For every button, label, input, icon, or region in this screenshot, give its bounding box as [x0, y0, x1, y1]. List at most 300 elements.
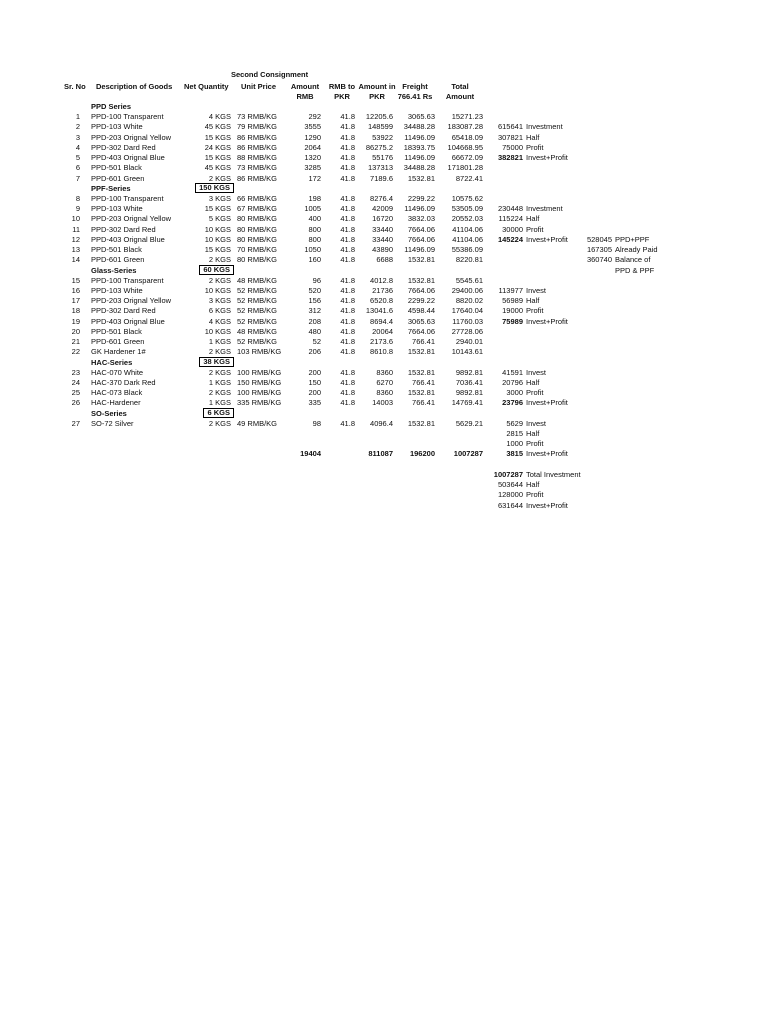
- rmb-to-pkr-rate: 41.8: [340, 286, 355, 295]
- unit-price: 100 RMB/KG: [237, 368, 282, 377]
- note-label: Total Investment: [526, 470, 581, 479]
- section-label: HAC-Series: [91, 358, 133, 367]
- rmb-to-pkr-rate: 41.8: [340, 255, 355, 264]
- goods-description: PPD-601 Green: [91, 255, 145, 264]
- goods-description: PPD-103 White: [91, 122, 143, 131]
- amount-rmb: 1005: [304, 204, 321, 213]
- section-label: PPF-Series: [91, 184, 131, 193]
- rmb-to-pkr-rate: 41.8: [340, 235, 355, 244]
- freight: 1532.81: [407, 388, 435, 397]
- rmb-to-pkr-rate: 41.8: [340, 163, 355, 172]
- serial-number: 1: [75, 112, 80, 121]
- serial-number: 20: [71, 327, 80, 336]
- net-quantity: 2 KGS: [208, 368, 231, 377]
- freight: 1532.81: [407, 276, 435, 285]
- freight: 1532.81: [407, 368, 435, 377]
- serial-number: 25: [71, 388, 80, 397]
- amount-rmb: 480: [308, 327, 321, 336]
- rmb-to-pkr-rate: 41.8: [340, 133, 355, 142]
- amount-rmb: 160: [308, 255, 321, 264]
- freight: 766.41: [412, 378, 435, 387]
- summary-value: 167305: [586, 245, 612, 254]
- rmb-to-pkr-rate: 41.8: [340, 194, 355, 203]
- summary-label: PPD+PPF: [615, 235, 650, 244]
- total-amount: 41104.06: [452, 235, 483, 244]
- note-label: Invest+Profit: [526, 235, 568, 244]
- total-amount: 9892.81: [455, 388, 483, 397]
- total-amount: 15271.23: [451, 112, 483, 121]
- rmb-to-pkr-rate: 41.8: [340, 143, 355, 152]
- total-amount: 104668.95: [447, 143, 483, 152]
- header-amount-pkr-2: PKR: [369, 92, 385, 101]
- serial-number: 17: [71, 296, 80, 305]
- goods-description: HAC-370 Dark Red: [91, 378, 156, 387]
- total-amount: 8220.81: [455, 255, 483, 264]
- amount-pkr: 137313: [367, 163, 393, 172]
- unit-price: 88 RMB/KG: [237, 153, 278, 162]
- note-label: Invest: [526, 368, 547, 377]
- note-value: 30000: [502, 225, 523, 234]
- section-label: Glass-Series: [91, 266, 137, 275]
- total-amount: 171801.28: [447, 163, 483, 172]
- serial-number: 7: [75, 174, 80, 183]
- freight: 766.41: [412, 337, 435, 346]
- amount-rmb: 400: [308, 214, 321, 223]
- note-label: Invest+Profit: [526, 398, 568, 407]
- serial-number: 4: [75, 143, 80, 152]
- note-value: 75989: [502, 317, 523, 326]
- net-quantity: 15 KGS: [204, 204, 231, 213]
- note-label: Profit: [526, 439, 544, 448]
- freight: 7664.06: [407, 235, 435, 244]
- serial-number: 23: [71, 368, 80, 377]
- rmb-to-pkr-rate: 41.8: [340, 245, 355, 254]
- goods-description: PPD-501 Black: [91, 163, 142, 172]
- unit-price: 48 RMB/KG: [237, 276, 278, 285]
- note-label: Half: [526, 214, 540, 223]
- total-amount: 55386.09: [451, 245, 483, 254]
- header-amount-pkr-1: Amount in: [358, 82, 396, 91]
- net-quantity: 15 KGS: [204, 153, 231, 162]
- rmb-to-pkr-rate: 41.8: [340, 204, 355, 213]
- freight: 3065.63: [407, 112, 435, 121]
- goods-description: PPD-203 Orignal Yellow: [91, 133, 172, 142]
- amount-pkr: 86275.2: [365, 143, 393, 152]
- summary-label: PPD & PPF: [615, 266, 655, 275]
- amount-rmb: 200: [308, 388, 321, 397]
- unit-price: 73 RMB/KG: [237, 112, 278, 121]
- amount-rmb: 312: [308, 306, 321, 315]
- rmb-to-pkr-rate: 41.8: [340, 225, 355, 234]
- unit-price: 52 RMB/KG: [237, 306, 278, 315]
- unit-price: 80 RMB/KG: [237, 255, 278, 264]
- amount-pkr: 13041.6: [365, 306, 393, 315]
- serial-number: 12: [71, 235, 80, 244]
- rmb-to-pkr-rate: 41.8: [340, 296, 355, 305]
- total-amount: 5545.61: [455, 276, 483, 285]
- amount-rmb: 2064: [304, 143, 321, 152]
- unit-price: 52 RMB/KG: [237, 317, 278, 326]
- net-quantity: 10 KGS: [204, 225, 231, 234]
- unit-price: 70 RMB/KG: [237, 245, 278, 254]
- total-amount: 53505.09: [451, 204, 483, 213]
- freight: 34488.28: [403, 163, 435, 172]
- total-amount-pkr: 811087: [368, 449, 393, 458]
- goods-description: PPD-403 Orignal Blue: [91, 153, 165, 162]
- total-amount: 14769.41: [451, 398, 483, 407]
- rmb-to-pkr-rate: 41.8: [340, 276, 355, 285]
- net-quantity: 2 KGS: [208, 419, 231, 428]
- serial-number: 8: [75, 194, 80, 203]
- total-amount: 2940.01: [455, 337, 483, 346]
- note-value: 75000: [502, 143, 523, 152]
- serial-number: 6: [75, 163, 80, 172]
- total-amount: 41104.06: [452, 225, 483, 234]
- goods-description: PPD-100 Transparent: [91, 194, 164, 203]
- serial-number: 13: [71, 245, 80, 254]
- amount-rmb: 206: [308, 347, 321, 356]
- note-value: 615641: [497, 122, 523, 131]
- rmb-to-pkr-rate: 41.8: [340, 112, 355, 121]
- freight: 3832.03: [407, 214, 435, 223]
- note-label: Invest: [526, 286, 547, 295]
- total-freight: 196200: [409, 449, 435, 458]
- grand-total: 1007287: [453, 449, 483, 458]
- note-value: 145224: [497, 235, 523, 244]
- note-label: Half: [526, 429, 540, 438]
- amount-pkr: 42009: [372, 204, 393, 213]
- unit-price: 73 RMB/KG: [237, 163, 278, 172]
- unit-price: 79 RMB/KG: [237, 122, 278, 131]
- freight: 11496.09: [404, 245, 435, 254]
- note-value: 503644: [497, 480, 523, 489]
- note-label: Profit: [526, 306, 544, 315]
- unit-price: 86 RMB/KG: [237, 174, 278, 183]
- rmb-to-pkr-rate: 41.8: [340, 419, 355, 428]
- amount-rmb: 150: [308, 378, 321, 387]
- unit-price: 80 RMB/KG: [237, 235, 278, 244]
- note-label: Profit: [526, 143, 544, 152]
- serial-number: 3: [75, 133, 80, 142]
- unit-price: 49 RMB/KG: [237, 419, 278, 428]
- note-value: 3000: [506, 388, 523, 397]
- note-label: Invest+Profit: [526, 153, 568, 162]
- net-quantity: 4 KGS: [208, 317, 231, 326]
- section-label: PPD Series: [91, 102, 132, 111]
- note-value: 56989: [502, 296, 523, 305]
- amount-rmb: 98: [312, 419, 321, 428]
- serial-number: 26: [71, 398, 80, 407]
- unit-price: 67 RMB/KG: [237, 204, 278, 213]
- header-total-2: Amount: [445, 92, 475, 101]
- net-quantity: 5 KGS: [208, 214, 231, 223]
- net-quantity: 2 KGS: [208, 174, 231, 183]
- net-quantity: 2 KGS: [208, 255, 231, 264]
- total-amount: 10143.61: [451, 347, 483, 356]
- amount-rmb: 208: [308, 317, 321, 326]
- rmb-to-pkr-rate: 41.8: [340, 337, 355, 346]
- amount-pkr: 6520.8: [370, 296, 393, 305]
- amount-rmb: 292: [308, 112, 321, 121]
- rmb-to-pkr-rate: 41.8: [340, 306, 355, 315]
- net-quantity: 1 KGS: [208, 378, 231, 387]
- total-amount: 8722.41: [455, 174, 483, 183]
- amount-pkr: 12205.6: [365, 112, 393, 121]
- header-freight-2: 766.41 Rs: [397, 92, 433, 101]
- freight: 2299.22: [407, 194, 435, 203]
- note-value: 5629: [506, 419, 523, 428]
- note-value: 128000: [497, 490, 523, 499]
- freight: 1532.81: [407, 174, 435, 183]
- unit-price: 80 RMB/KG: [237, 225, 278, 234]
- note-value: 382821: [497, 153, 523, 162]
- amount-rmb: 200: [308, 368, 321, 377]
- header-rate-2: PKR: [334, 92, 350, 101]
- net-quantity: 1 KGS: [208, 398, 231, 407]
- net-quantity: 15 KGS: [204, 245, 231, 254]
- amount-pkr: 53922: [372, 133, 393, 142]
- amount-rmb: 1050: [304, 245, 321, 254]
- rmb-to-pkr-rate: 41.8: [340, 317, 355, 326]
- freight: 11496.09: [404, 133, 435, 142]
- freight: 7664.06: [407, 225, 435, 234]
- goods-description: HAC-Hardener: [91, 398, 141, 407]
- rmb-to-pkr-rate: 41.8: [340, 174, 355, 183]
- unit-price: 150 RMB/KG: [237, 378, 282, 387]
- unit-price: 52 RMB/KG: [237, 337, 278, 346]
- rmb-to-pkr-rate: 41.8: [340, 388, 355, 397]
- section-label: SO-Series: [91, 409, 127, 418]
- amount-pkr: 6688: [376, 255, 393, 264]
- net-quantity: 2 KGS: [208, 388, 231, 397]
- note-value: 2815: [506, 429, 523, 438]
- section-quantity-box: 38 KGS: [199, 357, 234, 367]
- header-rate-1: RMB to: [328, 82, 356, 91]
- note-value: 23796: [502, 398, 523, 407]
- total-amount: 9892.81: [455, 368, 483, 377]
- serial-number: 21: [71, 337, 80, 346]
- amount-pkr: 21736: [372, 286, 393, 295]
- net-quantity: 24 KGS: [204, 143, 231, 152]
- net-quantity: 4 KGS: [208, 112, 231, 121]
- goods-description: PPD-601 Green: [91, 337, 145, 346]
- amount-rmb: 172: [308, 174, 321, 183]
- net-quantity: 45 KGS: [204, 122, 231, 131]
- rmb-to-pkr-rate: 41.8: [340, 347, 355, 356]
- amount-pkr: 8360: [376, 368, 393, 377]
- note-value: 230448: [497, 204, 523, 213]
- unit-price: 52 RMB/KG: [237, 286, 278, 295]
- note-label: Half: [526, 133, 540, 142]
- goods-description: PPD-403 Orignal Blue: [91, 235, 165, 244]
- net-quantity: 6 KGS: [208, 306, 231, 315]
- goods-description: PPD-103 White: [91, 204, 143, 213]
- freight: 1532.81: [407, 419, 435, 428]
- serial-number: 14: [71, 255, 80, 264]
- unit-price: 80 RMB/KG: [237, 214, 278, 223]
- goods-description: HAC-073 Black: [91, 388, 143, 397]
- amount-pkr: 7189.6: [370, 174, 393, 183]
- note-value: 115224: [498, 214, 523, 223]
- header-amount-rmb-2: RMB: [296, 92, 314, 101]
- note-label: Profit: [526, 388, 544, 397]
- total-amount-rmb: 19404: [300, 449, 321, 458]
- total-amount: 29400.06: [451, 286, 483, 295]
- note-label: Profit: [526, 490, 544, 499]
- freight: 1532.81: [407, 255, 435, 264]
- serial-number: 16: [71, 286, 80, 295]
- rmb-to-pkr-rate: 41.8: [340, 398, 355, 407]
- total-amount: 5629.21: [455, 419, 483, 428]
- total-amount: 11760.03: [452, 317, 483, 326]
- header-amount-rmb-1: Amount: [290, 82, 320, 91]
- note-value: 41591: [502, 368, 523, 377]
- note-value: 113977: [498, 286, 523, 295]
- goods-description: SO-72 Silver: [91, 419, 134, 428]
- summary-value: 528045: [586, 235, 612, 244]
- note-label: Half: [526, 296, 540, 305]
- note-value: 307821: [497, 133, 523, 142]
- section-quantity-box: 150 KGS: [195, 183, 234, 193]
- amount-pkr: 55176: [372, 153, 393, 162]
- note-label: Investment: [526, 122, 563, 131]
- note-value: 3815: [506, 449, 523, 458]
- freight: 1532.81: [407, 347, 435, 356]
- total-amount: 10575.62: [451, 194, 483, 203]
- net-quantity: 45 KGS: [204, 163, 231, 172]
- header-total-1: Total: [451, 82, 469, 91]
- goods-description: PPD-501 Black: [91, 327, 142, 336]
- serial-number: 24: [71, 378, 80, 387]
- amount-pkr: 8694.4: [370, 317, 393, 326]
- summary-label: Balance of: [615, 255, 651, 264]
- unit-price: 66 RMB/KG: [237, 194, 278, 203]
- total-amount: 7036.41: [455, 378, 483, 387]
- freight: 766.41: [412, 398, 435, 407]
- freight: 18393.75: [403, 143, 435, 152]
- amount-rmb: 800: [308, 235, 321, 244]
- total-amount: 183087.28: [447, 122, 483, 131]
- serial-number: 27: [71, 419, 80, 428]
- amount-pkr: 20064: [372, 327, 393, 336]
- total-amount: 17640.04: [451, 306, 483, 315]
- amount-rmb: 3285: [304, 163, 321, 172]
- note-label: Profit: [526, 225, 544, 234]
- net-quantity: 2 KGS: [208, 276, 231, 285]
- amount-rmb: 800: [308, 225, 321, 234]
- note-value: 20796: [502, 378, 523, 387]
- freight: 11496.09: [404, 153, 435, 162]
- rmb-to-pkr-rate: 41.8: [340, 368, 355, 377]
- amount-rmb: 156: [308, 296, 321, 305]
- unit-price: 48 RMB/KG: [237, 327, 278, 336]
- total-amount: 65418.09: [451, 133, 483, 142]
- header-description: Description of Goods: [96, 82, 173, 91]
- goods-description: PPD-100 Transparent: [91, 276, 164, 285]
- unit-price: 335 RMB/KG: [237, 398, 282, 407]
- amount-rmb: 520: [308, 286, 321, 295]
- serial-number: 9: [75, 204, 80, 213]
- header-net-quantity: Net Quantity: [184, 82, 229, 91]
- freight: 3065.63: [407, 317, 435, 326]
- rmb-to-pkr-rate: 41.8: [340, 214, 355, 223]
- net-quantity: 2 KGS: [208, 347, 231, 356]
- note-label: Invest+Profit: [526, 449, 568, 458]
- total-amount: 20552.03: [451, 214, 483, 223]
- freight: 7664.06: [407, 327, 435, 336]
- total-amount: 66672.09: [451, 153, 483, 162]
- header-unit-price: Unit Price: [241, 82, 277, 91]
- freight: 2299.22: [407, 296, 435, 305]
- net-quantity: 10 KGS: [204, 235, 231, 244]
- goods-description: PPD-601 Green: [91, 174, 145, 183]
- goods-description: PPD-103 White: [91, 286, 143, 295]
- goods-description: PPD-302 Dard Red: [91, 306, 156, 315]
- amount-rmb: 3555: [304, 122, 321, 131]
- goods-description: PPD-302 Dard Red: [91, 143, 156, 152]
- amount-pkr: 8610.8: [370, 347, 393, 356]
- summary-value: 360740: [586, 255, 612, 264]
- freight: 4598.44: [407, 306, 435, 315]
- net-quantity: 1 KGS: [208, 337, 231, 346]
- note-label: Invest+Profit: [526, 317, 568, 326]
- goods-description: HAC-070 White: [91, 368, 144, 377]
- amount-pkr: 14003: [372, 398, 393, 407]
- serial-number: 19: [71, 317, 80, 326]
- net-quantity: 10 KGS: [204, 327, 231, 336]
- goods-description: PPD-302 Dard Red: [91, 225, 156, 234]
- serial-number: 15: [71, 276, 80, 285]
- net-quantity: 15 KGS: [204, 133, 231, 142]
- note-value: 1007287: [493, 470, 523, 479]
- amount-rmb: 1290: [304, 133, 321, 142]
- sheet-title: Second Consignment: [231, 70, 309, 79]
- note-label: Half: [526, 480, 540, 489]
- amount-rmb: 96: [312, 276, 321, 285]
- amount-pkr: 4012.8: [370, 276, 393, 285]
- summary-label: Already Paid: [615, 245, 658, 254]
- goods-description: PPD-203 Orignal Yellow: [91, 296, 172, 305]
- header-sr-no: Sr. No: [64, 82, 86, 91]
- total-amount: 27728.06: [451, 327, 483, 336]
- amount-rmb: 52: [312, 337, 321, 346]
- goods-description: PPD-100 Transparent: [91, 112, 164, 121]
- amount-pkr: 43890: [372, 245, 393, 254]
- note-label: Investment: [526, 204, 563, 213]
- unit-price: 100 RMB/KG: [237, 388, 282, 397]
- amount-rmb: 335: [308, 398, 321, 407]
- net-quantity: 10 KGS: [204, 286, 231, 295]
- section-quantity-box: 60 KGS: [199, 265, 234, 275]
- net-quantity: 3 KGS: [208, 296, 231, 305]
- goods-description: PPD-403 Orignal Blue: [91, 317, 165, 326]
- freight: 34488.28: [403, 122, 435, 131]
- note-label: Half: [526, 378, 540, 387]
- goods-description: PPD-203 Orignal Yellow: [91, 214, 172, 223]
- note-value: 1000: [506, 439, 523, 448]
- net-quantity: 3 KGS: [208, 194, 231, 203]
- unit-price: 52 RMB/KG: [237, 296, 278, 305]
- amount-pkr: 33440: [372, 225, 393, 234]
- amount-pkr: 2173.6: [370, 337, 393, 346]
- freight: 7664.06: [407, 286, 435, 295]
- total-amount: 8820.02: [455, 296, 483, 305]
- rmb-to-pkr-rate: 41.8: [340, 153, 355, 162]
- rmb-to-pkr-rate: 41.8: [340, 122, 355, 131]
- goods-description: PPD-501 Black: [91, 245, 142, 254]
- unit-price: 103 RMB/KG: [237, 347, 282, 356]
- serial-number: 5: [75, 153, 80, 162]
